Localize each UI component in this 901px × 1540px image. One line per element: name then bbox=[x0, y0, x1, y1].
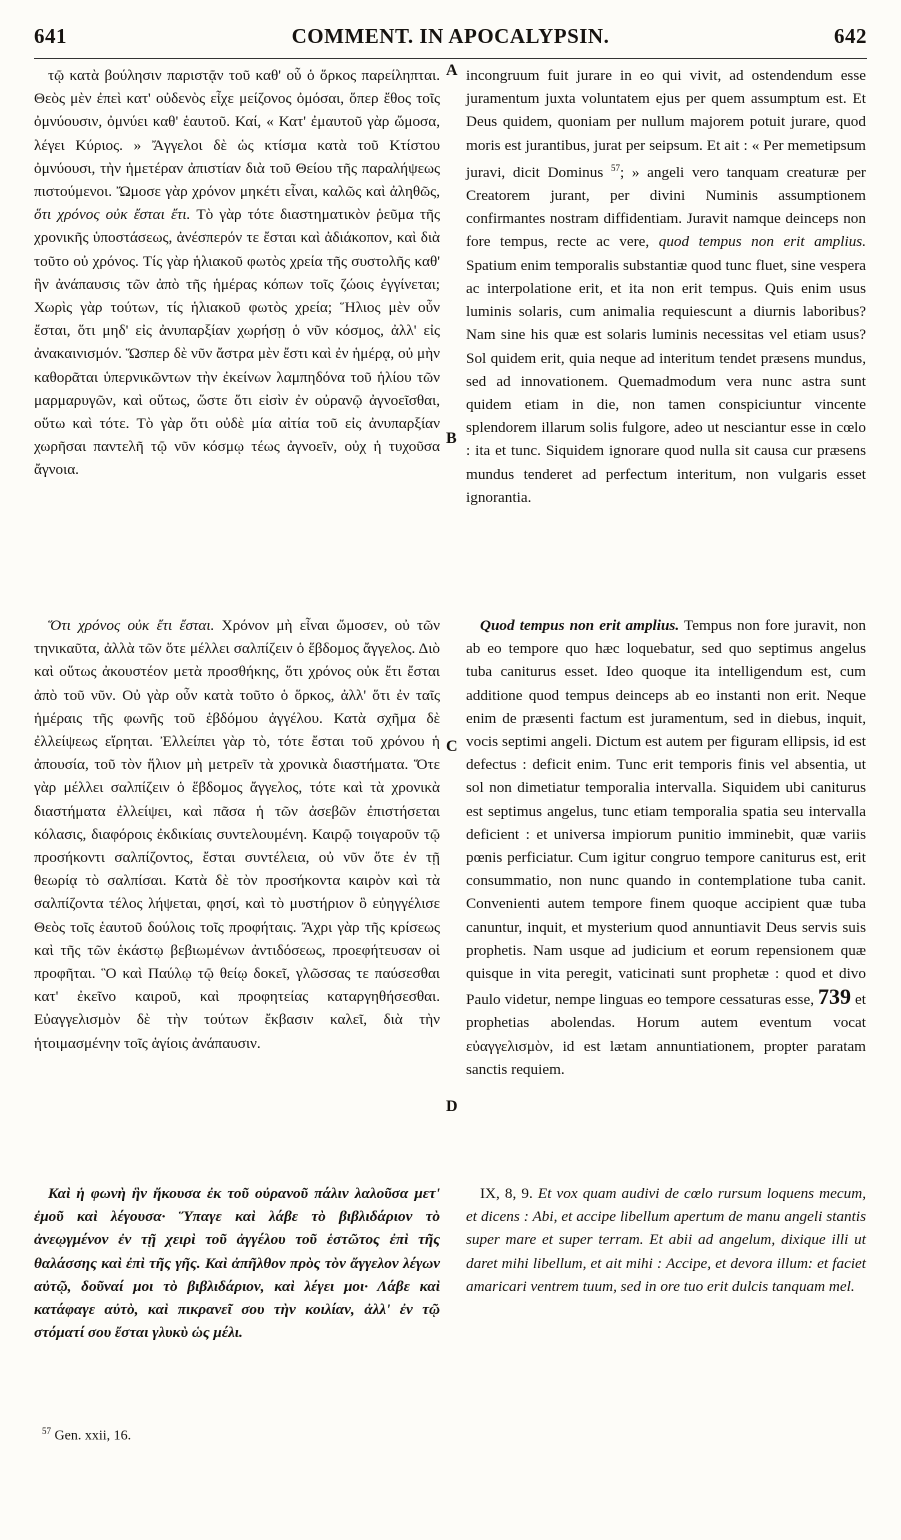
footnote-ref: 57 bbox=[610, 162, 620, 173]
margin-letter-a: A bbox=[446, 62, 458, 79]
column-number: 739 bbox=[818, 984, 852, 1010]
greek-paragraph-2: Ὅτι χρόνος οὐκ ἔτι ἔσται. Χρόνον μὴ εἶναι ὤμοσεν, οὐ τῶν τηνικαῦτα, ἀλλὰ τῶν ὅτε μέλλει σαλπίζειν ὁ ἕβδομος ἄγγελος. Διὸ καὶ οὕτως ἀκουστέον μετὰ προσθήκης, ὅτι χρόνος οὐκ ἔτι ἔσται ἀπὸ τοῦ νῦν. Οὐ γὰρ οὖν κατὰ τοῦτο ὁ ὅρκος, ἀλλ' ὅτι ἐν ταῖς ἡμέραις τῆς φωνῆς τοῦ ἑβδόμου ἀγγέλου. Κατὰ σχῆμα δὲ ἐλλείψεως εἴρηται. Ἐλλείπει γὰρ τὸ, τότε ἔσται τοῦ χρόνου ἡ ἀπουσία, τοῦ τὸν ἥλιον μὴ μετρεῖν τὰ χρονικὰ διαστήματα. Ὅτε γὰρ μέλλει σαλπίζειν ὁ ἕβδομος ἄγγελος, τότε καὶ τὰ χρονικὰ διαστήματα ἐλλείψει, καὶ πᾶσα ἡ τῶν ἀσεβῶν ἐπιστήσεται κόλασις, διαφόροις ἐκδικίαις συντελουμένη. Καιρῷ τοιγαροῦν τῷ προσήκοντι σαλπίζοντος, ἔσται συντέλεια, οὐ νῦν ὅτε ἐν τῇ θεωρίᾳ τὸ σαλπίσαι. Κατὰ δὲ τὸν προσήκοντα καιρὸν καὶ τὰ σαλπίζοντα τέλος λήψεται, φησί, καὶ τὸ μυστήριον ὃ εὐηγγέλισε Θεὸς τοῖς ἑαυτοῦ δούλοις τοῖς προφήταις. Ἄχρι γὰρ τῆς κρίσεως καὶ τῆς τῶν ἑκάστῳ βεβιωμένων ἀντιδόσεως, προεφήτευσαν οἱ προφῆται. Ὃ καὶ Παύλῳ τῷ θείῳ δοκεῖ, γλῶσσας τε παύσεσθαι κατ' ἐκεῖνο καιροῦ, καὶ προφητείας καταργηθήσεσθαι. Εὐαγγελισμὸν δὲ τὴν τούτων ἔκβασιν καλεῖ, διὰ τὴν ἡτοιμασμένην τοῖς ἁγίοις ἀνάπαυσιν. bbox=[34, 617, 440, 1052]
footnote bbox=[42, 1426, 131, 1445]
latin-column bbox=[466, 64, 866, 1420]
latin-scripture-lemma: IX, 8, 9. Et vox quam audivi de cœlo rursum loquens mecum, et dicens : Abi, et accipe libellum apertum de manu angeli stantis super mare et super terram. Et abii ad angelum, dixique illi ut daret mihi libellum, et ait mihi : Accipe, et devora illum: et faciet amaricari ventrem tuum, sed in ore tuo erit dulcis tanquam mel. bbox=[466, 1185, 866, 1295]
footnote-text: Gen. xxii, 16. bbox=[54, 1428, 132, 1444]
page-number-right: 642 bbox=[834, 24, 867, 48]
margin-letter-c: C bbox=[446, 738, 458, 755]
greek-scripture-lemma: Καὶ ἡ φωνὴ ἣν ἤκουσα ἐκ τοῦ οὐρανοῦ πάλιν λαλοῦσα μετ' ἐμοῦ καὶ λέγουσα· Ὕπαγε καὶ λάβε τὸ βιβλιδάριον τὸ ἀνεῳγμένον ἐν τῇ χειρὶ τοῦ ἀγγέλου τοῦ ἑστῶτος ἐπὶ τῆς θαλάσσης καὶ ἐπὶ τῆς γῆς. Καὶ ἀπῆλθον πρὸς τὸν ἄγγελον λέγων αὐτῷ, δοῦναί μοι τὸ βιβλιδάριον, καὶ λέγει μοι· Λάβε καὶ κατάφαγε αὐτὸ, καὶ πικρανεῖ σου τὴν κοιλίαν, ἀλλ' ἐν τῷ στόματί σου ἔσται γλυκὺ ὡς μέλι. bbox=[34, 1185, 440, 1342]
footnote-number: 57 bbox=[42, 1426, 51, 1436]
scripture-reference: IX, 8, 9. bbox=[480, 1185, 533, 1202]
page-number-left: 641 bbox=[34, 24, 67, 48]
running-title: COMMENT. IN APOCALYPSIN. bbox=[291, 24, 610, 48]
header-rule bbox=[34, 58, 867, 59]
latin-paragraph-2: Quod tempus non erit amplius. Tempus non fore juravit, non ab eo tempore quo hæc loquebatur, sed quo septimus angelus tuba caniturus esset. Ideo quoque ita intelligendum est, cum additione quod tempus deinceps ab eo instanti non erit. Neque enim de præsenti factum est juramentum, sed in diebus, inquit, vocis septimi angeli. Dictum est autem per figuram ellipsis, id est defectus : deficit enim. Tunc erit temporis finis vel absentia, ut sol non dimetiatur temporalia intervalla. Siquidem ubi caniturus est septimus angelus, tunc etiam temporalia spatia seu intervalla deficient : et universa impiorum punitio imminebit, quæ variis pœnis perficiatur. Cum igitur congruo tempore caniturus est, erit consummatio, non nunc quando in contemplatione tuba canit. Convenienti autem tempore finem quoque accipient quæ tuba canuntur, inquit, et mysterium quod annuntiavit Deus servis suis prophetis. Nam usque ad judicium et eorum repensionem quæ quisque in vita peregit, vaticinati sunt prophetæ : quod et divo Paulo videtur, nempe linguas eo tempore cessaturas esse, 739 et prophetias abolendas. Horum autem eventum vocat εὐαγγελισμὸν, id est lætam annuntiationem, propter paratam sanctis requiem. bbox=[466, 617, 867, 1078]
margin-letter-d: D bbox=[446, 1098, 458, 1115]
latin-paragraph-1: incongruum fuit jurare in eo qui vivit, ad ostendendum esse juramentum juxta voluntatem ejus per quem assumptum est. Et Deus quidem, quoniam per nullum majorem potuit jurare, quod moris est jurantibus, jurat per seipsum. Et ait : « Per memetipsum juravi, dicit Dominus $^{57}$; » angeli vero tanquam creaturæ per Creatorem jurant, per divini Numinis assumptionem confirmantes nostram diffidentiam. Juravit namque deinceps non fore tempus, recte ac vere, quod tempus non erit amplius. Spatium enim temporalis substantiæ quod tunc fluet, sine vespera ac interpolatione erit, et ita non erit tempus. Quis enim usus luminis solaris, cum animalia requiescunt a diurnis laboribus? Nam sine his quæ est solaris luminis necessitas vel etiam usus? Sol quidem erit, quia neque ad interitum tendet præsens mundus, sed ad innovationem. Quemadmodum vera nunc astra sunt quidem etiam in die, non tamen conspiciuntur vincente splendorem illarum solis fulgore, adeo ut nesciantur esse in cœlo : ita et tunc. Siquidem ignorare quod nulla sit causa cur præsens mundus tenderet ad perfectum interitum, non vulgaris esset ignorantia. bbox=[466, 67, 867, 506]
page-header bbox=[34, 24, 867, 56]
greek-column bbox=[34, 64, 440, 1420]
margin-letter-b: B bbox=[446, 430, 457, 447]
greek-paragraph-1: τῷ κατὰ βούλησιν παριστᾷν τοῦ καθ' οὗ ὁ ὅρκος παρείληπται. Θεὸς μὲν ἐπεὶ κατ' οὐδενὸς εἶχε μείζονος ὀμόσαι, ὅπερ ἔθος τοῖς ὀμνύουσιν, ὀμνύει καθ' ἑαυτοῦ. Καί, « Κατ' ἐμαυτοῦ γὰρ ὤμοσα, λέγει Κύριος. » Ἄγγελοι δὲ ὡς κτίσμα κατὰ τοῦ Κτίστου ὀμνύουσι, τὴν ἡμετέραν ἀπιστίαν διὰ τοῦ Θείου τῆς παραλήψεως πιστούμενοι. Ὤμοσε γὰρ χρόνον μηκέτι εἶναι, καλῶς καὶ ἀληθῶς, ὅτι χρόνος οὐκ ἔσται ἔτι. Τὸ γὰρ τότε διαστηματικὸν ῥεῦμα τῆς χρονικῆς ὑποστάσεως, ἀνέσπερόν τε ἔσται καὶ ἀδιάκοπον, καὶ διὰ τοῦτο οὐ χρόνος. Τίς γὰρ ἡλιακοῦ φωτὸς χρεία τῆς συστολῆς καθ' ἣν ἀνάπαυσις τῶν ἀπὸ τῆς ἡμέρας κόπων τοῖς ζώοις ἐγγίνεται; Χωρὶς γὰρ τούτων, τίς ἡλιακοῦ φωτὸς χρεία; Ἥλιος μὲν οὖν ἔσται, ὅτι μηδ' εἰς ἀνυπαρξίαν χωρήσῃ ὁ νῦν κόσμος, ἀλλ' εἰς ἀνακαινισμόν. Ὥσπερ δὲ νῦν ἄστρα μὲν ἔστι καὶ ἐν ἡμέρᾳ, οὐ μὴν καθορᾶται ὑπερνικῶντων τὴν ἐκείνων λαμπηδόνα τοῦ ἡλίου τῶν μαρμαρυγῶν, καὶ οὕτως, ὥστε ὅτι εἰσὶν ἐν οὐρανῷ ἀγνοεῖσθαι, οὕτω καὶ τότε. Τὸ γὰρ ὅτι οὐδὲ μία αἰτία τοῦ εἰς ἀνυπαρξίαν χωρῆσαι παντελῆ τῷ νῦν κόσμῳ τέως ἀγνοεῖν, οὐχ ἡ τυχοῦσα ἄγνοια. bbox=[34, 67, 440, 479]
